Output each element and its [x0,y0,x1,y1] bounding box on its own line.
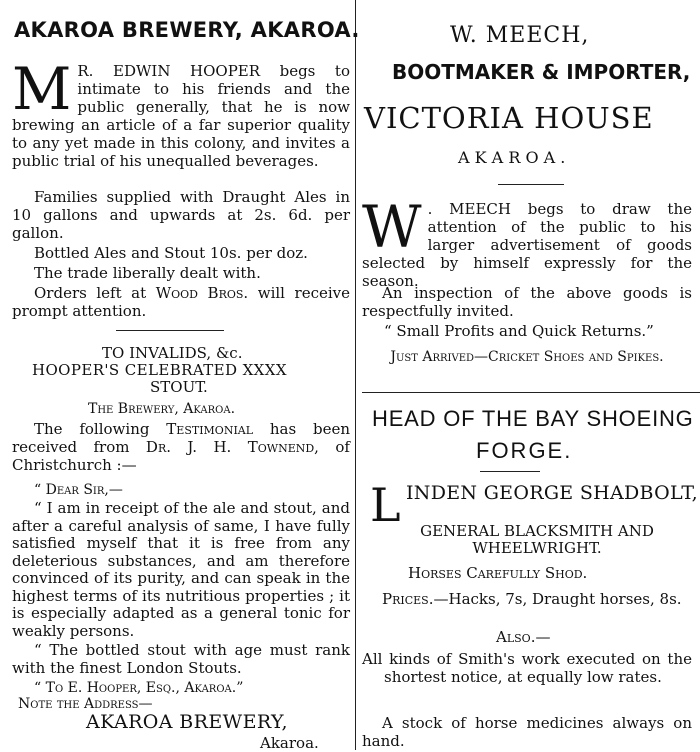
address-town: Akaroa. [260,734,319,752]
letter-salutation: “ Dear Sir,— [34,482,123,498]
meech-trade: BOOTMAKER & IMPORTER, [392,60,691,84]
orders-wood-bros: Wood Bros. [155,284,249,302]
letter-body: “ I am in receipt of the ale and stout, and after a careful analysis of same, I have fully satisfied myself that it is free from any deleterious substances, and am therefore convinced of its purity, and can speak in the highest terms of its nutritious properties ; it is especially adapted as a general tonic for weakly persons. [12,499,350,640]
drop-cap-w: W [362,193,422,261]
forge-name: INDEN GEORGE SHADBOLT, [406,482,698,504]
invalids-line1: TO INVALIDS, &c. [102,344,243,362]
meech-inspection: An inspection of the above goods is respectfully invited. [362,284,692,320]
drop-cap-m: M [12,55,72,123]
testimonial-a: The following [34,420,150,438]
testimonial-word: Testimonial [166,420,254,438]
meech-house: VICTORIA HOUSE [364,101,654,135]
meech-town: A K A R O A . [458,148,566,167]
forge-prices [362,590,692,608]
meech-motto: “ Small Profits and Quick Returns.” [384,322,654,340]
prices-text: —Hacks, 7s, Draught horses, 8s. [433,590,682,608]
invalids-line2: HOOPER'S CELEBRATED XXXX [32,361,287,379]
prices-label: Prices. [382,590,434,608]
brewery-heading: AKAROA BREWERY, AKAROA. [14,18,360,42]
separator [480,471,540,472]
brewery-orders [12,284,350,320]
invalids-line3: STOUT. [150,378,208,396]
forge-trade: GENERAL BLACKSMITH AND WHEELWRIGHT. [420,522,654,557]
address-name: AKAROA BREWERY, [86,711,288,733]
brewery-intro [12,55,350,170]
forge-smith: All kinds of Smith's work executed on the shortest notice, at equally low rates. [362,650,692,686]
column-divider [355,0,356,750]
forge-advert [362,0,698,750]
orders-c: will receive prompt attention. [12,284,350,320]
note-address: Note the Address— [18,696,153,712]
separator [116,330,224,331]
forge-heading1: HEAD OF THE BAY SHOEING [372,406,694,431]
orders-a: Orders left at [34,284,147,302]
brewery-families: Families supplied with Draught Ales in 10 gallons and upwards at 2s. 6d. per gallon. [12,188,350,242]
invalids-location: The Brewery, Akaroa. [88,401,236,417]
meech-arrived: Just Arrived—Cricket Shoes and Spikes. [390,349,664,365]
brewery-trade: The trade liberally dealt with. [34,264,261,282]
left-column [12,0,360,752]
forge-also: Also.— [496,628,551,646]
invalids-testimonial [12,420,350,474]
testimonial-doctor: Dr. J. H. Townend, [145,438,319,456]
forge-heading2: FORGE. [476,438,573,463]
testimonial-e: of Christchurch :— [12,438,350,474]
meech-name: W. MEECH, [450,23,590,48]
forge-medicines: A stock of horse medicines always on hand. [362,714,692,750]
letter-bottled-stout: “ The bottled stout with age must rank with the finest London Stouts. [12,641,350,677]
brewery-bottled: Bottled Ales and Stout 10s. per doz. [34,244,308,262]
letter-to: “ To E. Hooper, Esq., Akaroa.” [34,680,244,696]
drop-cap-l: L [370,478,401,532]
testimonial-c: has been received from [12,420,350,456]
forge-horses: Horses Carefully Shod. [408,564,588,582]
brewery-intro-text: R. EDWIN HOOPER begs to intimate to his friends and the public generally, that he is now brewing an article of a far superior quality to any yet made in this colony, and invites a public trial of his unequalled beverages. [12,62,350,170]
meech-body-text: . MEECH begs to draw the attention of the public to his larger advertisement of goods selected by himself expressly for the season. [362,200,692,290]
